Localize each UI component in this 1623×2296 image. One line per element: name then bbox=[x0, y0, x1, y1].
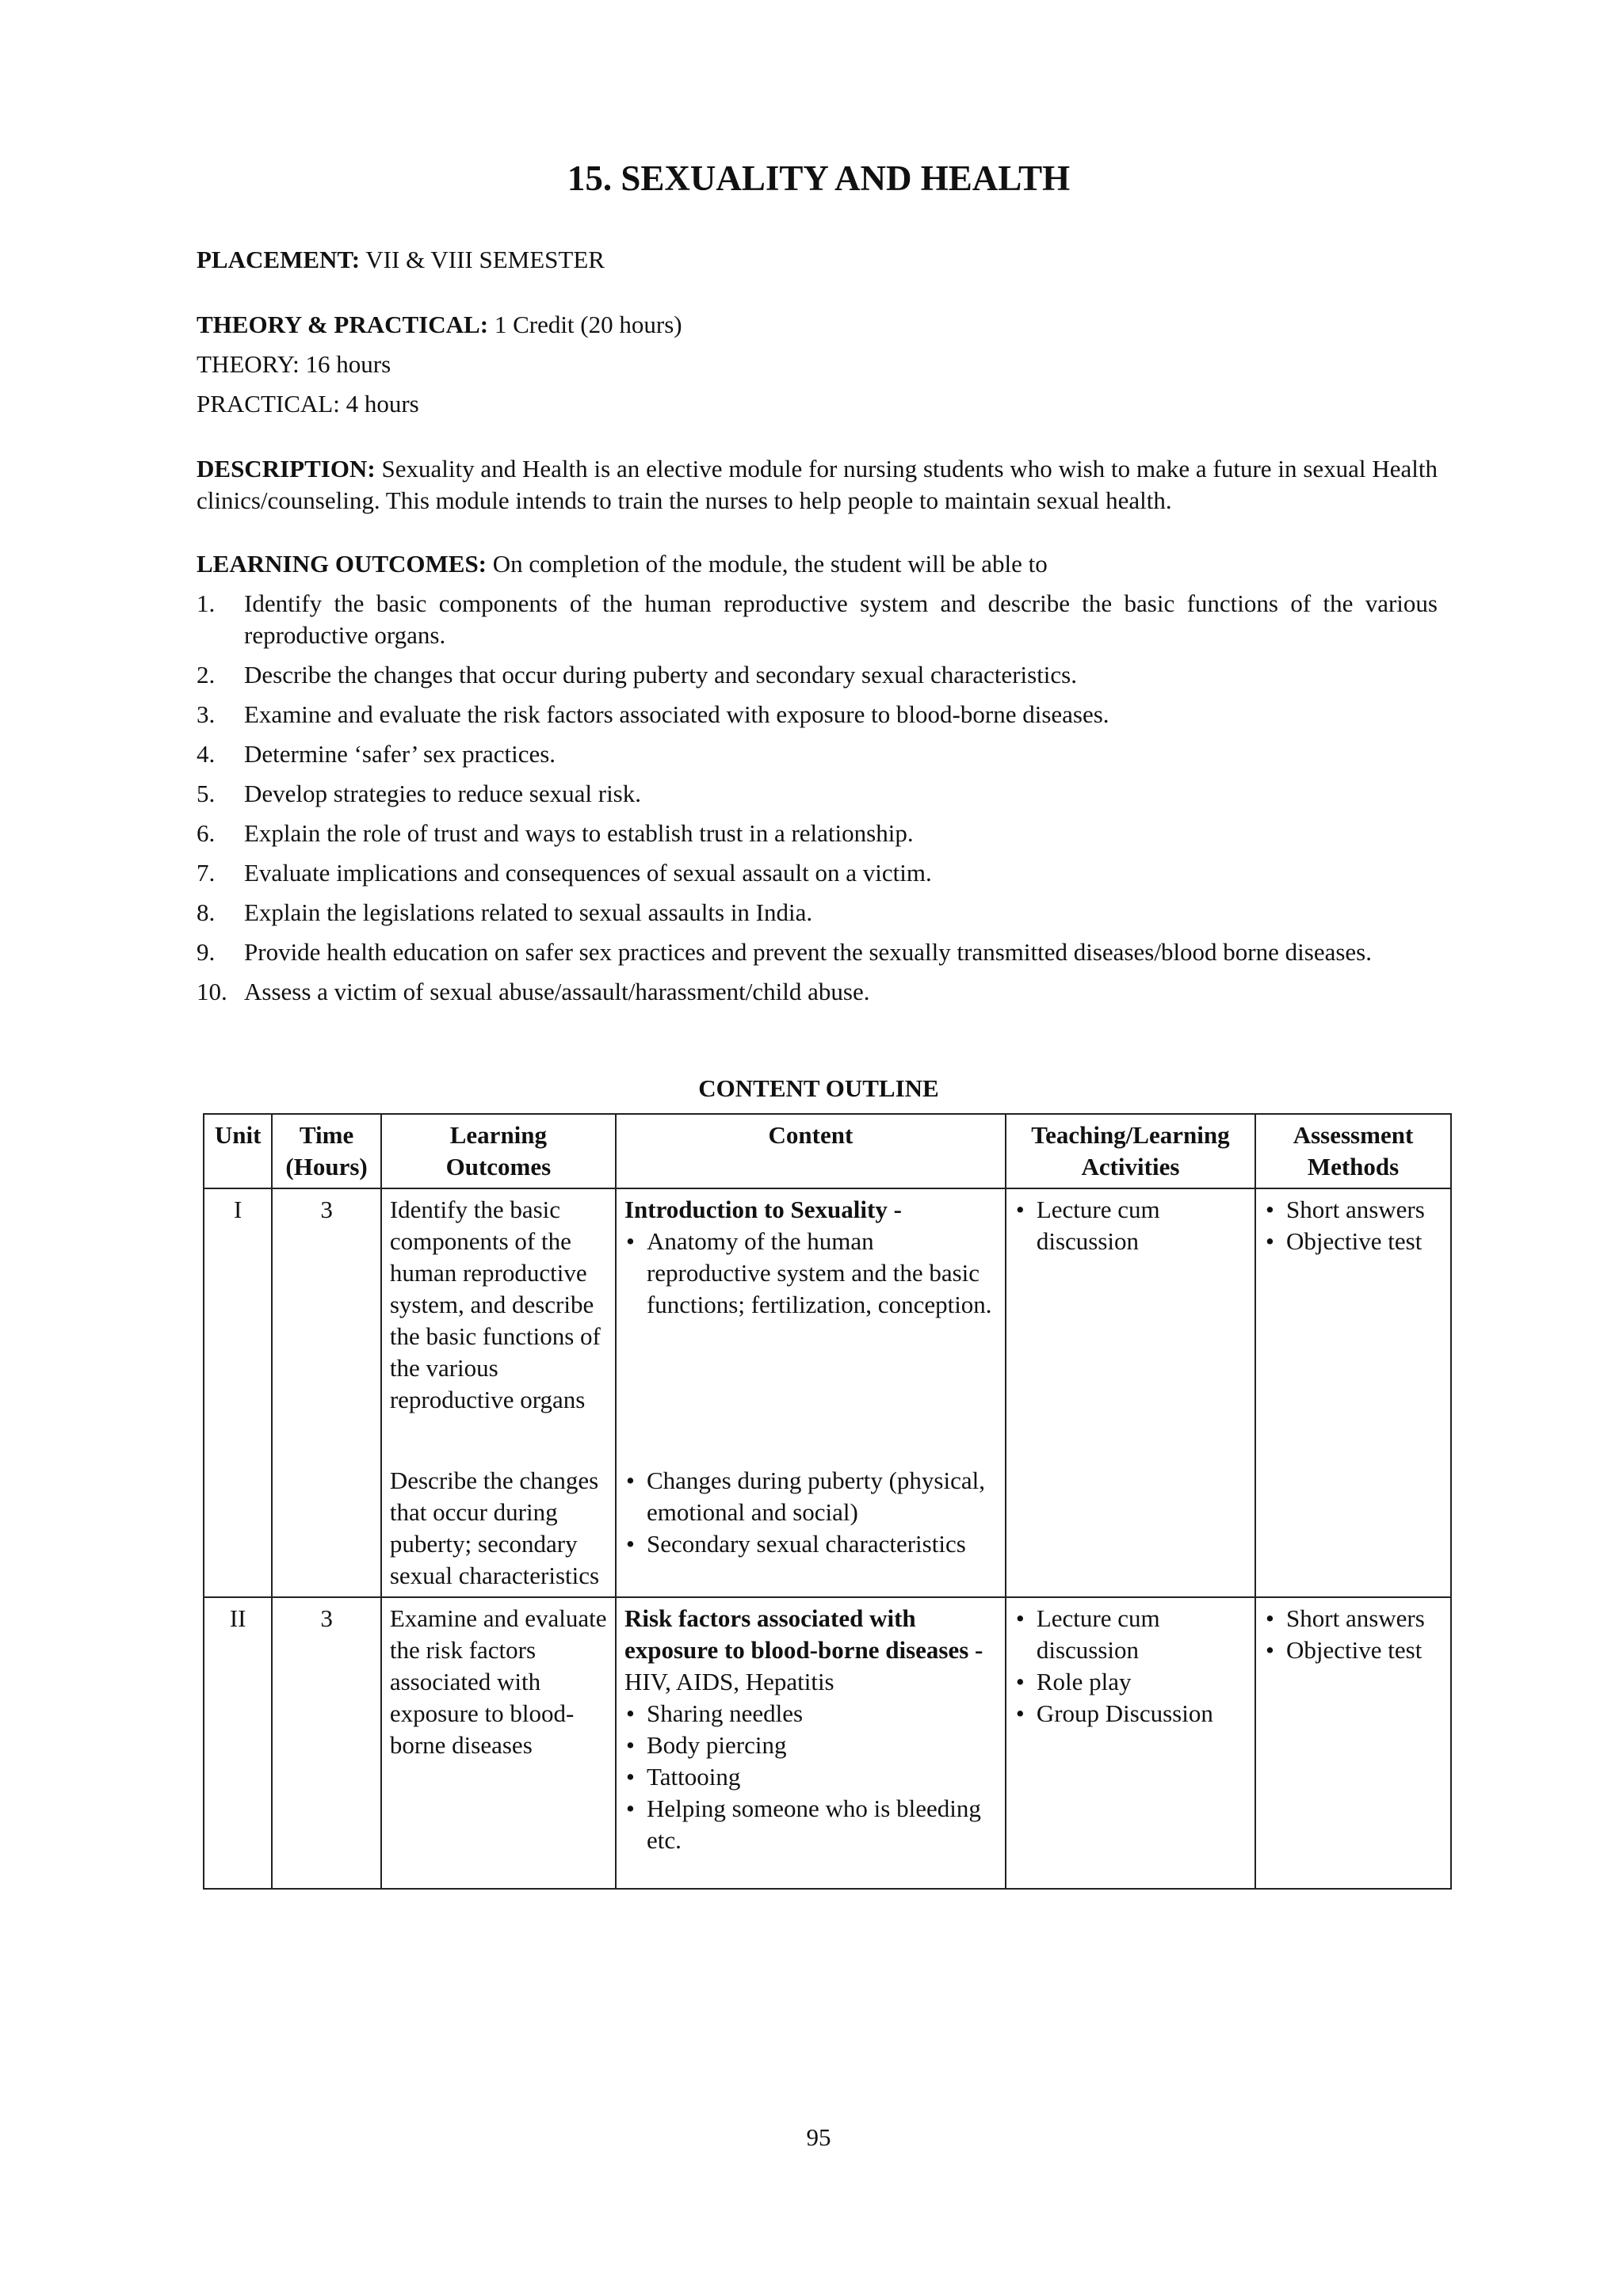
list-item: • Secondary sexual characteristics bbox=[624, 1528, 997, 1560]
list-item: • Body piercing bbox=[624, 1730, 997, 1761]
list-item: • Short answers bbox=[1264, 1194, 1442, 1226]
list-item: • Lecture cum discussion bbox=[1014, 1194, 1247, 1257]
list-item: • Changes during puberty (physical, emotional and social) bbox=[624, 1465, 997, 1528]
learning-outcome-item bbox=[197, 738, 1438, 770]
list-item: • Tattooing bbox=[624, 1761, 997, 1793]
cell-outcomes bbox=[381, 1597, 616, 1889]
list-item: • Group Discussion bbox=[1014, 1698, 1247, 1730]
learning-outcome-item bbox=[197, 976, 1438, 1008]
outcome-a: Examine and evaluate the risk factors associated with exposure to blood-borne diseases bbox=[389, 1604, 607, 1759]
outcome-b: Describe the changes that occur during puberty; secondary sexual characteristics bbox=[389, 1466, 600, 1589]
learning-outcomes-label: LEARNING OUTCOMES: bbox=[197, 550, 487, 578]
outcome-text: Explain the legislations related to sexual assaults in India. bbox=[244, 898, 813, 926]
cell-unit: II bbox=[204, 1597, 272, 1889]
header-content bbox=[616, 1114, 1006, 1188]
list-number: 3. bbox=[197, 700, 216, 728]
content-heading: Risk factors associated with exposure to blood-borne diseases - bbox=[624, 1604, 983, 1664]
list-number: 1. bbox=[197, 589, 216, 617]
learning-outcomes-heading bbox=[197, 548, 1048, 580]
learning-outcomes-intro: On completion of the module, the student will be able to bbox=[492, 550, 1048, 578]
header-outcomes-line1: Learning bbox=[449, 1121, 548, 1149]
header-unit bbox=[204, 1114, 272, 1188]
header-time-line2: (Hours) bbox=[285, 1153, 368, 1180]
list-item: • Short answers bbox=[1264, 1603, 1442, 1634]
activities-list bbox=[1014, 1194, 1247, 1257]
cell-assessment bbox=[1255, 1597, 1451, 1889]
outcome-text: Identify the basic components of the human reproductive system and describe the basic functions of the various reproductive organs. bbox=[244, 589, 1438, 649]
content-list-a bbox=[624, 1698, 997, 1856]
learning-outcome-item bbox=[197, 659, 1438, 691]
outcome-text: Assess a victim of sexual abuse/assault/harassment/child abuse. bbox=[244, 978, 870, 1005]
list-item: • Objective test bbox=[1264, 1634, 1442, 1666]
content-list-a bbox=[624, 1226, 997, 1321]
list-number: 6. bbox=[197, 819, 216, 847]
content-outline-table bbox=[203, 1113, 1452, 1890]
spacer bbox=[390, 1416, 607, 1465]
spacer bbox=[624, 1321, 997, 1465]
outcome-text: Evaluate implications and consequences of sexual assault on a victim. bbox=[244, 859, 932, 887]
header-assessment-line1: Assessment bbox=[1293, 1121, 1414, 1149]
list-item: • Helping someone who is bleeding etc. bbox=[624, 1793, 997, 1856]
outcome-text: Examine and evaluate the risk factors associated with exposure to blood-borne diseases. bbox=[244, 700, 1109, 728]
page-title bbox=[197, 154, 1441, 202]
table-row bbox=[204, 1597, 1451, 1889]
theory-hours: THEORY: 16 hours bbox=[197, 350, 391, 378]
content-list-b bbox=[624, 1465, 997, 1560]
learning-outcome-item bbox=[197, 857, 1438, 889]
placement-line bbox=[197, 244, 605, 276]
list-item: • Objective test bbox=[1264, 1226, 1442, 1257]
learning-outcome-item bbox=[197, 936, 1438, 968]
header-unit-text: Unit bbox=[214, 1121, 262, 1149]
cell-outcomes bbox=[381, 1188, 616, 1597]
list-item: • Role play bbox=[1014, 1666, 1247, 1698]
activities-list bbox=[1014, 1603, 1247, 1730]
practical-hours: PRACTICAL: 4 hours bbox=[197, 390, 419, 418]
placement-label: PLACEMENT: bbox=[197, 246, 361, 273]
header-activities-line1: Teaching/Learning bbox=[1031, 1121, 1230, 1149]
content-heading-block bbox=[624, 1603, 997, 1698]
header-time-line1: Time bbox=[299, 1121, 354, 1149]
page-number: 95 bbox=[806, 2123, 831, 2151]
placement-value: VII & VIII SEMESTER bbox=[365, 246, 605, 273]
list-number: 8. bbox=[197, 898, 216, 926]
header-outcomes-line2: Outcomes bbox=[445, 1153, 552, 1180]
header-assessment-line2: Methods bbox=[1307, 1153, 1400, 1180]
list-number: 10. bbox=[197, 978, 227, 1005]
description-paragraph bbox=[197, 453, 1438, 517]
cell-content bbox=[616, 1188, 1006, 1597]
header-assessment bbox=[1255, 1114, 1451, 1188]
list-number: 5. bbox=[197, 780, 216, 807]
cell-assessment bbox=[1255, 1188, 1451, 1597]
header-outcomes bbox=[381, 1114, 616, 1188]
outcome-text: Provide health education on safer sex practices and prevent the sexually transmitted diseases/blood borne diseases. bbox=[244, 938, 1372, 966]
learning-outcomes-list bbox=[197, 588, 1438, 1016]
learning-outcome-item bbox=[197, 699, 1438, 730]
assessment-list bbox=[1264, 1603, 1442, 1666]
table-header-row bbox=[204, 1114, 1451, 1188]
outcome-a: Identify the basic components of the human reproductive system, and describe the basic functions of the various reproductive organs bbox=[389, 1196, 601, 1413]
outcome-text: Describe the changes that occur during puberty and secondary sexual characteristics. bbox=[244, 661, 1077, 688]
list-item: • Lecture cum discussion bbox=[1014, 1603, 1247, 1666]
learning-outcome-item bbox=[197, 897, 1438, 929]
cell-time: 3 bbox=[272, 1597, 381, 1889]
cell-activities bbox=[1006, 1597, 1255, 1889]
header-activities-line2: Activities bbox=[1081, 1153, 1180, 1180]
content-outline-title: CONTENT OUTLINE bbox=[698, 1074, 939, 1102]
outcome-text: Develop strategies to reduce sexual risk. bbox=[244, 780, 641, 807]
list-item: • Anatomy of the human reproductive system and the basic functions; fertilization, conception. bbox=[624, 1226, 997, 1321]
header-activities bbox=[1006, 1114, 1255, 1188]
learning-outcome-item bbox=[197, 818, 1438, 849]
assessment-list bbox=[1264, 1194, 1442, 1257]
description-label: DESCRIPTION: bbox=[197, 455, 376, 482]
cell-activities bbox=[1006, 1188, 1255, 1597]
list-number: 9. bbox=[197, 938, 216, 966]
cell-time: 3 bbox=[272, 1188, 381, 1597]
outcome-text: Explain the role of trust and ways to establish trust in a relationship. bbox=[244, 819, 914, 847]
list-number: 4. bbox=[197, 740, 216, 768]
cell-unit: I bbox=[204, 1188, 272, 1597]
theory-practical-value: 1 Credit (20 hours) bbox=[494, 311, 682, 338]
content-heading: Introduction to Sexuality - bbox=[624, 1196, 902, 1223]
list-number: 2. bbox=[197, 661, 216, 688]
learning-outcome-item bbox=[197, 778, 1438, 810]
table-row bbox=[204, 1188, 1451, 1597]
theory-practical-label: THEORY & PRACTICAL: bbox=[197, 311, 489, 338]
description-text: Sexuality and Health is an elective module for nursing students who wish to make a future in sexual Health clinics/counseling. This module intends to train the nurses to help people to maintain sexual health. bbox=[197, 455, 1438, 514]
theory-practical-line bbox=[197, 309, 682, 341]
header-content-text: Content bbox=[768, 1121, 854, 1149]
learning-outcome-item bbox=[197, 588, 1438, 651]
cell-content bbox=[616, 1597, 1006, 1889]
header-time bbox=[272, 1114, 381, 1188]
outcome-text: Determine ‘safer’ sex practices. bbox=[244, 740, 556, 768]
list-number: 7. bbox=[197, 859, 216, 887]
content-heading-suffix: HIV, AIDS, Hepatitis bbox=[624, 1668, 834, 1695]
page-title-text: 15. SEXUALITY AND HEALTH bbox=[567, 158, 1071, 198]
list-item: • Sharing needles bbox=[624, 1698, 997, 1730]
